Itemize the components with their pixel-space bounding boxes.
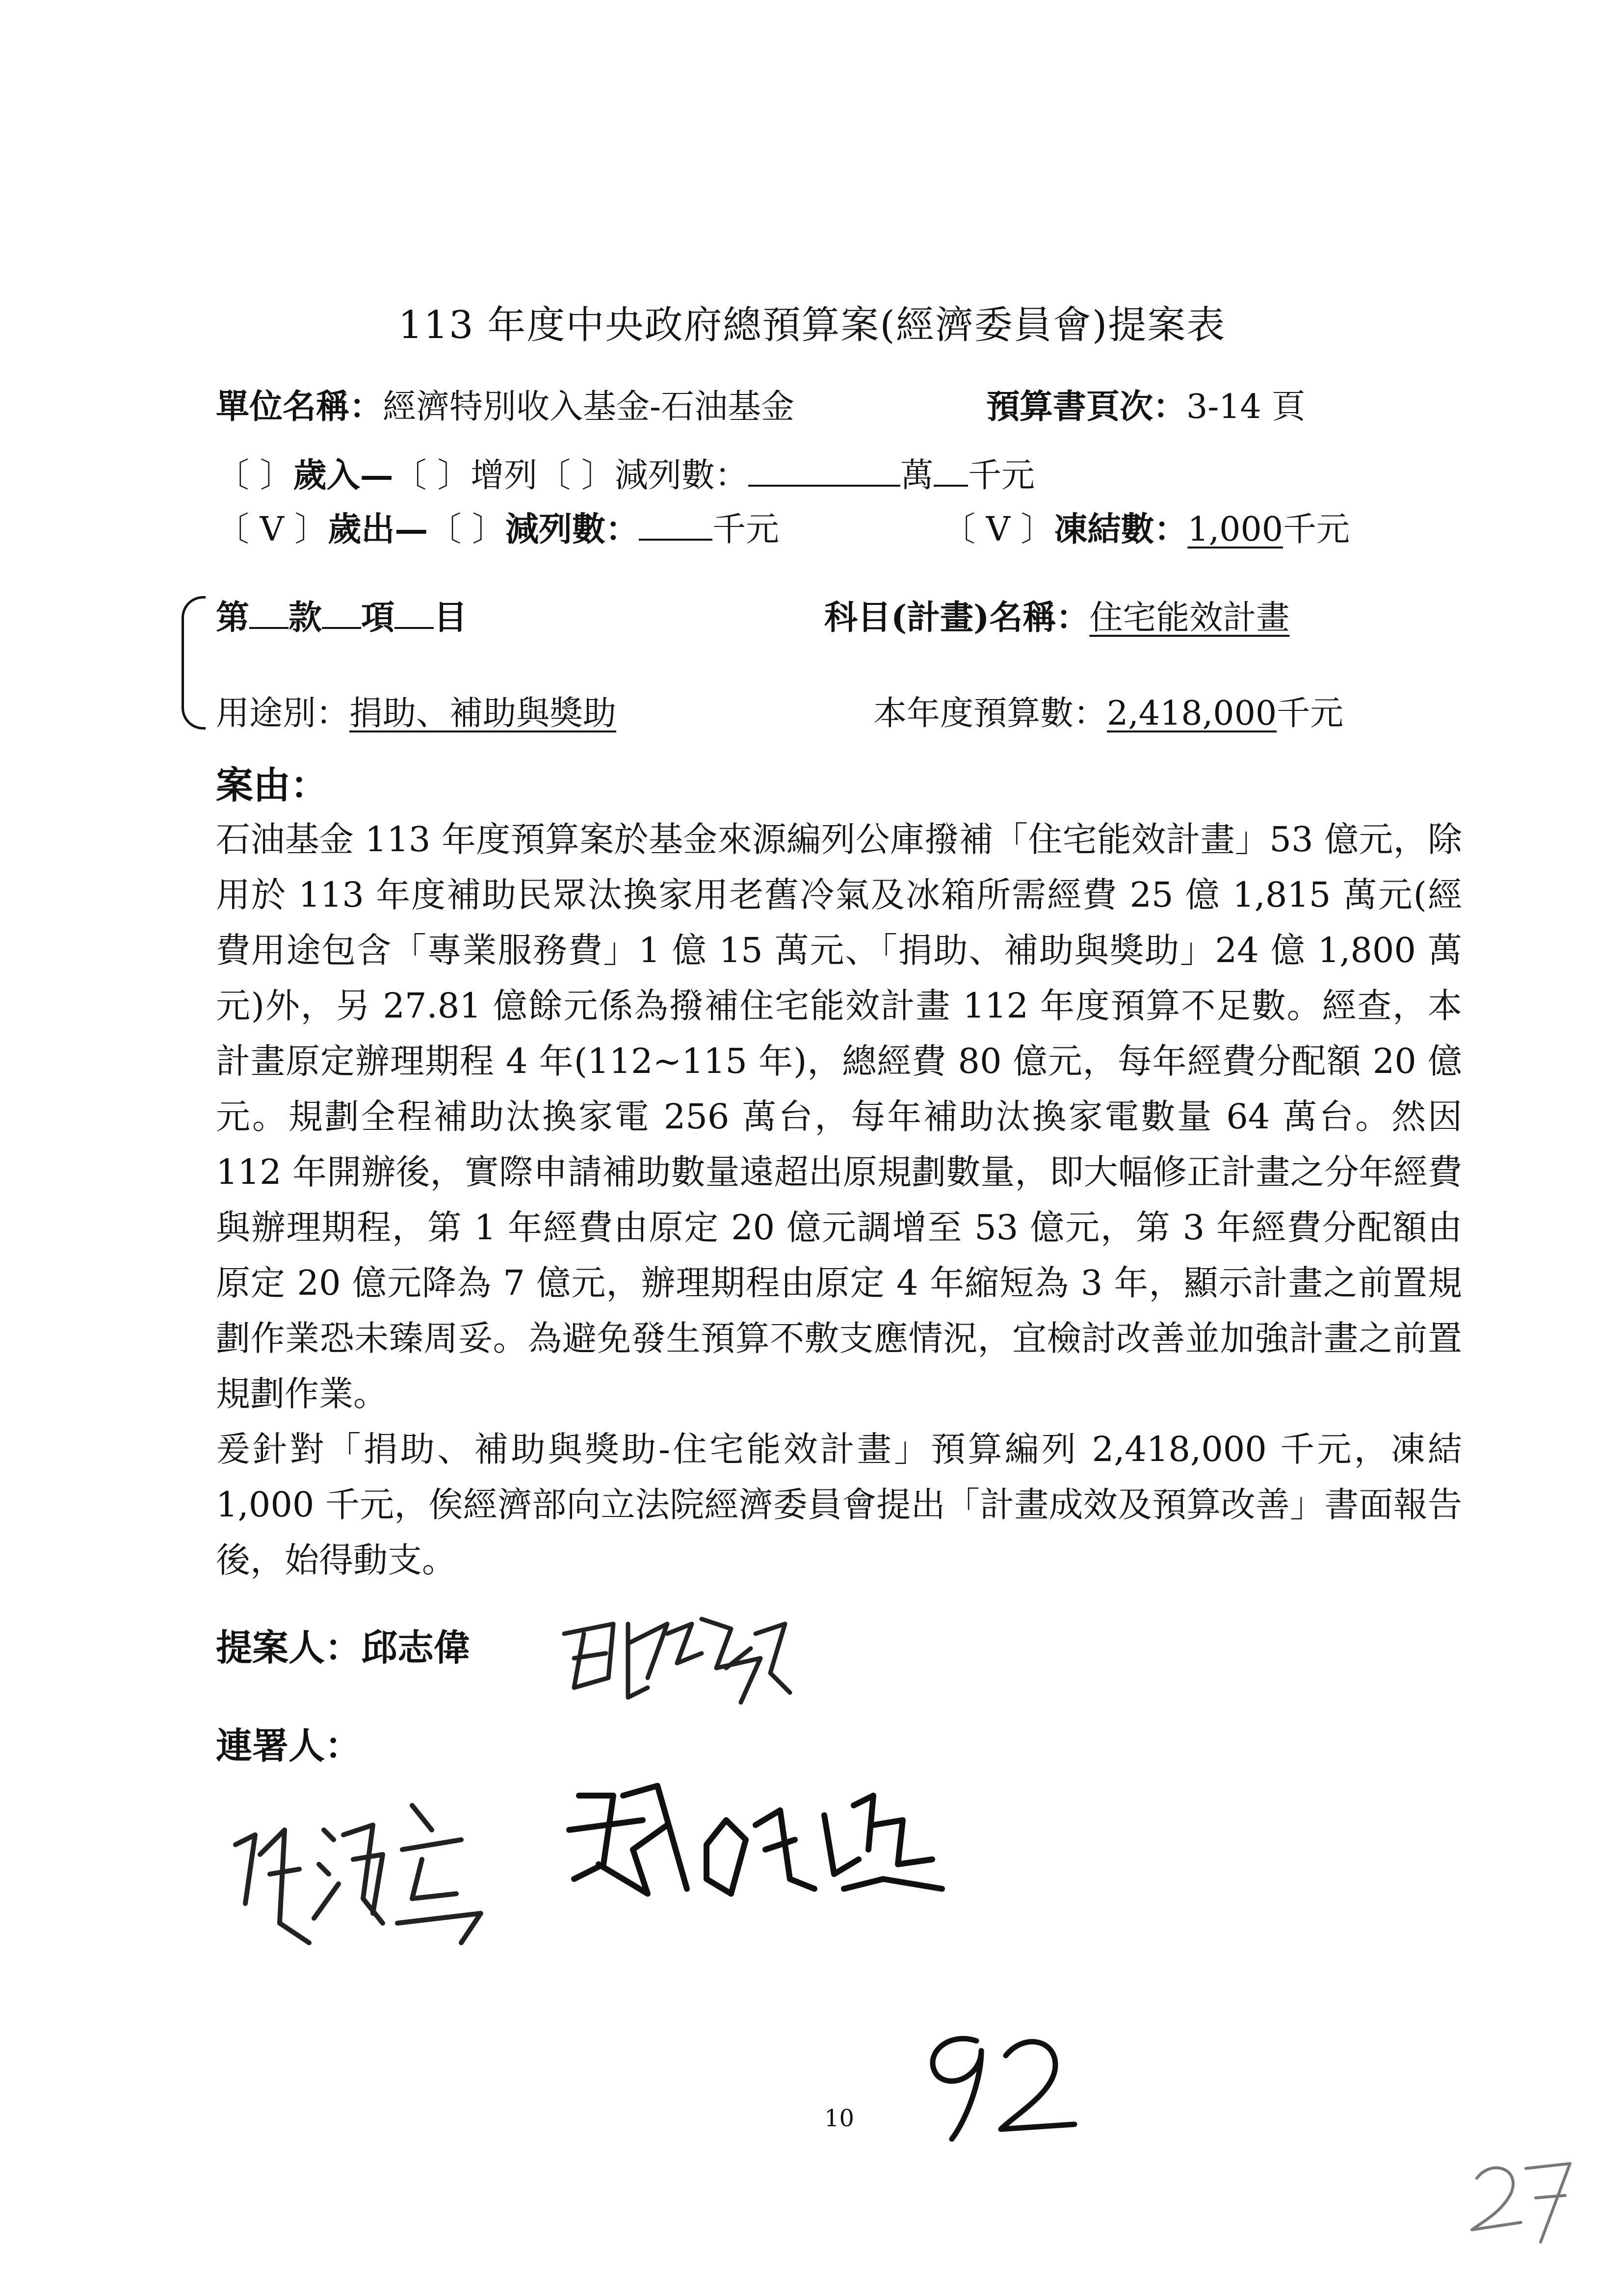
decrease-wan-blank: [748, 459, 900, 487]
expense-row: [216, 503, 779, 550]
xiang-label: 項: [361, 598, 395, 637]
reason-paragraph-2: 爰針對「捐助、補助與獎助-住宅能效計畫」預算編列 2,418,000 千元，凍結 1,000 千元，俟經濟部向立法院經濟委員會提出「計畫成效及預算改善」書面報告後，始得動支。: [216, 1429, 1462, 1580]
expense-unit: 千元: [712, 510, 780, 549]
usage-value: 捐助、補助與獎助: [349, 694, 617, 733]
freeze-label: 凍結數：: [1054, 510, 1188, 549]
freeze-unit: 千元: [1283, 510, 1350, 549]
budget-page-label: 預算書頁次：: [986, 387, 1187, 426]
kuan-label: 款: [288, 598, 322, 637]
unit-label: 單位名稱：: [216, 387, 383, 426]
reason-paragraph-1: 石油基金 113 年度預算案於基金來源編列公庫撥補「住宅能效計畫」53 億元，除用於 113 年度補助民眾汰換家用老舊冷氣及冰箱所需經費 25 億 1,815 萬元(經費用途包含「專業服務費」1 億 15 萬元、「捐助、補助與獎助」24 億 1,800 萬元)外，另 27.81 億餘元係為撥補住宅能效計畫 112 年度預算不足數。經查，本計畫原定辦理期程 4 年(112~115 年)，總經費 80 億元，每年經費分配額 20 億元。規劃全程補助汰換家電 256 萬台，每年補助汰換家電數量 64 萬台。然因 112 年開辦後，實際申請補助數量遠超出原規劃數量，即大幅修正計畫之分年經費與辦理期程，第 1 年經費由原定 20 億元調增至 53 億元，第 3 年經費分配額由原定 20 億元降為 7 億元，辦理期程由原定 4 年縮短為 3 年，顯示計畫之前置規劃作業恐未臻周妥。為避免發生預算不敷支應情況，宜檢討改善並加強計畫之前置規劃作業。: [216, 819, 1462, 1414]
proposer-row: [216, 1619, 470, 1671]
unit-qian: 千元: [968, 456, 1035, 495]
cosigner-label: 連署人：: [216, 1725, 361, 1767]
usage-label: 用途別：: [216, 694, 350, 733]
mu-label: 目: [434, 598, 468, 637]
increase-label: 增列: [471, 456, 538, 495]
decrease-qian-blank: [934, 459, 968, 487]
subject-label: 科目(計畫)名稱：: [824, 598, 1090, 637]
decrease-checkbox: 〔 〕: [537, 456, 615, 495]
account-row: [216, 591, 467, 639]
budget-page-value: 3-14 頁: [1186, 388, 1306, 426]
budget-value: 2,418,000: [1107, 694, 1277, 733]
corner-handwritten-number: [1467, 2149, 1585, 2247]
unit-value: 經濟特別收入基金-石油基金: [383, 388, 794, 426]
usage-row: [216, 687, 616, 734]
expense-decrease-blank: [639, 513, 712, 541]
proposer-label: 提案人：: [216, 1627, 361, 1669]
expense-label: 歲出—: [328, 510, 428, 549]
expense-checkbox: 〔 V 〕: [216, 510, 328, 549]
proposer-signature: [554, 1604, 810, 1717]
expense-decrease-checkbox: 〔 〕: [428, 510, 505, 549]
unit-wan: 萬: [900, 456, 934, 495]
revenue-row: [216, 449, 1035, 496]
freeze-value: 1,000: [1187, 510, 1283, 549]
xiang-blank: [322, 603, 361, 629]
proposer-name: 邱志偉: [361, 1627, 470, 1669]
budget-label: 本年度預算數：: [873, 694, 1107, 733]
decrease-label: 減列數：: [614, 456, 748, 495]
increase-checkbox: 〔 〕: [393, 456, 471, 495]
account-brace: [182, 596, 206, 730]
mu-blank: [394, 603, 434, 629]
handwritten-number: [908, 2021, 1084, 2149]
subject-row: [824, 591, 1289, 639]
revenue-checkbox: 〔 〕: [216, 456, 293, 495]
budget-unit: 千元: [1277, 694, 1344, 733]
subject-value: 住宅能效計畫: [1089, 599, 1290, 637]
unit-row: [216, 380, 794, 428]
kuan-blank: [249, 603, 288, 629]
revenue-label: 歲入—: [293, 456, 393, 495]
page-number: 10: [824, 2105, 855, 2132]
cosigner-signature-1: [226, 1776, 510, 1962]
budget-row: [873, 687, 1343, 734]
cosigner-signature-2: [559, 1766, 962, 1943]
reason-heading: 案由：: [216, 763, 328, 807]
di-label: 第: [216, 598, 250, 637]
document-title: 113 年度中央政府總預算案(經濟委員會)提案表: [398, 303, 1226, 347]
freeze-checkbox: 〔 V 〕: [942, 510, 1054, 549]
freeze-row: [942, 503, 1350, 550]
expense-decrease-label: 減列數：: [505, 510, 639, 549]
reason-body: [216, 812, 1462, 1588]
budget-page-row: [986, 380, 1305, 428]
